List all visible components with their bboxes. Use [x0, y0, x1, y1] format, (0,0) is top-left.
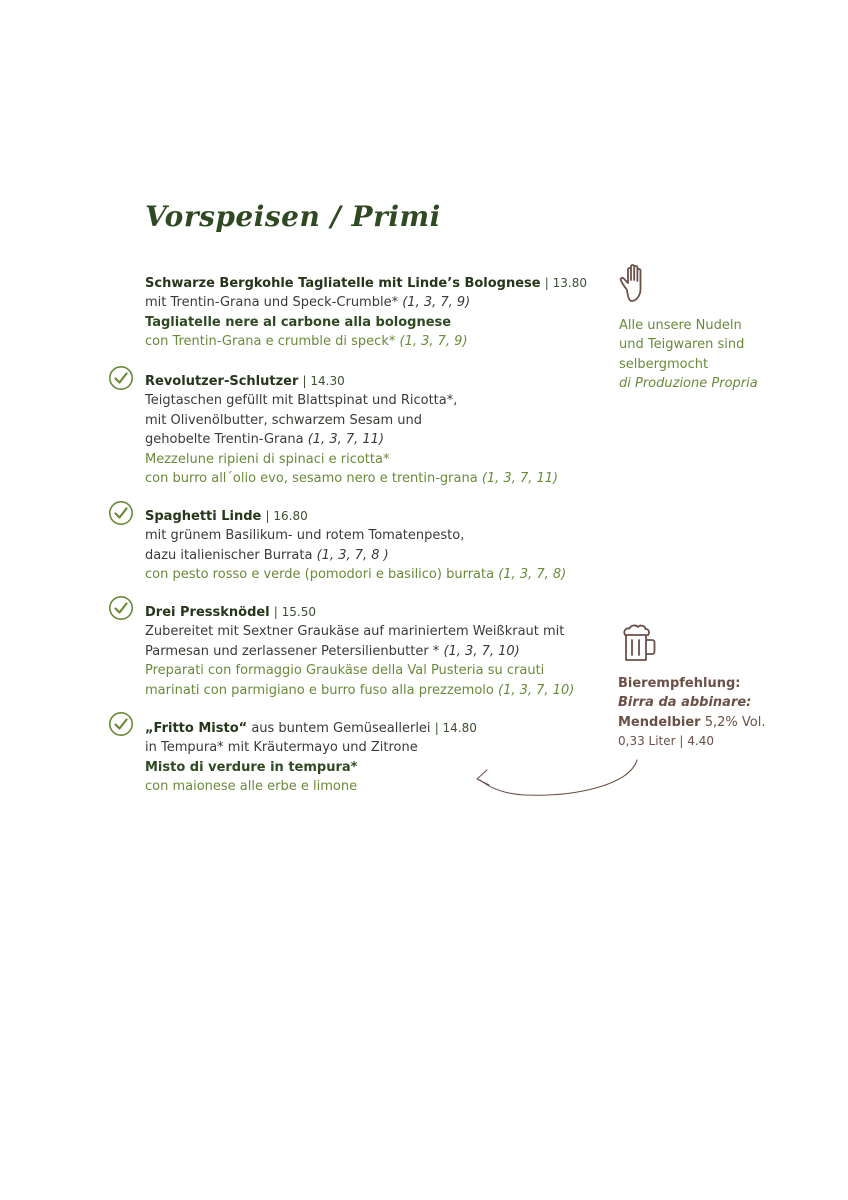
- dish-description-de: dazu italienischer Burrata: [145, 547, 313, 563]
- hand-icon: [618, 262, 658, 304]
- dish-name-it: Misto di verdure in tempura*: [145, 759, 358, 775]
- allergen-codes: (1, 3, 7, 8): [498, 567, 567, 583]
- vegetarian-check-icon: [108, 595, 134, 621]
- allergen-codes: (1, 3, 7, 10): [443, 643, 520, 659]
- dish-description-de: Zubereitet mit Sextner Graukäse auf mariniertem Weißkraut mit: [145, 624, 565, 640]
- dish-name-suffix: aus buntem Gemüseallerlei: [251, 721, 431, 736]
- beer-recommendation: Bierempfehlung: Birra da abbinare: Mendelbier 5,2% Vol. 0,33 Liter | 4.40: [618, 676, 766, 749]
- dish-description-de: mit Trentin-Grana und Speck-Crumble*: [145, 295, 399, 311]
- dish-description-it: con Trentin-Grana e crumble di speck*: [145, 334, 396, 350]
- dish-fritto-misto: „Fritto Misto“ aus buntem Gemüseallerlei | 14.80 in Tempura* mit Kräutermayo und Zitrone Misto di verdure in tempura* con maionese alle erbe e limone: [145, 719, 477, 797]
- dish-description-de: in Tempura* mit Kräutermayo und Zitrone: [145, 740, 418, 756]
- allergen-codes: (1, 3, 7, 8 ): [316, 547, 389, 563]
- allergen-codes: (1, 3, 7, 11): [481, 471, 559, 487]
- dish-description-de: Teigtaschen gefüllt mit Blattspinat und Ricotta*,: [145, 393, 458, 409]
- beer-label: Bierempfehlung:: [618, 676, 741, 691]
- dish-name: Spaghetti Linde: [145, 509, 262, 524]
- vegetarian-check-icon: [108, 711, 134, 737]
- dish-description-de: gehobelte Trentin-Grana: [145, 432, 304, 448]
- curved-arrow-icon: [465, 755, 645, 805]
- beer-name: Mendelbier: [618, 714, 701, 730]
- beer-label-it: Birra da abbinare:: [618, 695, 752, 711]
- dish-description-de: mit Olivenölbutter, schwarzem Sesam und: [145, 412, 422, 428]
- dish-description-it: con maionese alle erbe e limone: [145, 779, 358, 795]
- dish-price: 13.80: [552, 276, 587, 290]
- beer-price: 4.40: [687, 734, 714, 749]
- dish-tagliatelle: Schwarze Bergkohle Tagliatelle mit Linde’s Bolognese | 13.80 mit Trentin-Grana und Speck-Crumble* (1, 3, 7, 9) Tagliatelle nere al carbone alla bolognese con Trentin-Grana e crumble di speck* (1, 3, 7, 9): [145, 276, 587, 350]
- dish-description-de: mit grünem Basilikum- und rotem Tomatenpesto,: [145, 528, 465, 544]
- dish-description-it: con pesto rosso e verde (pomodori e basilico) burrata: [145, 567, 495, 583]
- beer-size: 0,33 Liter: [618, 734, 676, 749]
- dish-spaghetti-linde: Spaghetti Linde | 16.80 mit grünem Basilikum- und rotem Tomatenpesto, dazu italienischer Burrata (1, 3, 7, 8 ) con pesto rosso e verde (pomodori e basilico) burrata (1, 3, 7, 8): [145, 509, 567, 583]
- vegetarian-check-icon: [108, 500, 134, 526]
- allergen-codes: (1, 3, 7, 11): [307, 432, 385, 448]
- dish-description-it: marinati con parmigiano e burro fuso alla prezzemolo: [145, 682, 494, 698]
- dish-description-it: Mezzelune ripieni di spinaci e ricotta*: [145, 451, 390, 467]
- dish-name: Schwarze Bergkohle Tagliatelle mit Linde’s Bolognese: [145, 276, 541, 291]
- dish-schlutzer: Revolutzer-Schlutzer | 14.30 Teigtaschen gefüllt mit Blattspinat und Ricotta*, mit Olivenölbutter, schwarzem Sesam und gehobelte Trentin-Grana (1, 3, 7, 11) Mezzelune ripieni di spinaci e ricotta* con burro all´olio evo, sesamo nero e trentin-grana (1, 3, 7, 11): [145, 374, 559, 487]
- dish-name: Drei Pressknödel: [145, 605, 270, 620]
- dish-name: „Fritto Misto“: [145, 721, 248, 736]
- dish-description-it: Preparati con formaggio Graukäse della Val Pusteria su crauti: [145, 663, 545, 679]
- allergen-codes: (1, 3, 7, 10): [498, 682, 575, 698]
- dish-price: 14.30: [310, 374, 345, 388]
- beer-abv: 5,2% Vol.: [704, 714, 766, 730]
- dish-price: 16.80: [273, 509, 308, 523]
- beer-mug-icon: [617, 622, 659, 664]
- dish-name-it: Tagliatelle nere al carbone alla bolognese: [145, 314, 452, 330]
- dish-description-it: con burro all´olio evo, sesamo nero e trentin-grana: [145, 471, 478, 487]
- dish-name: Revolutzer-Schlutzer: [145, 374, 299, 389]
- dish-pressknoedel: Drei Pressknödel | 15.50 Zubereitet mit Sextner Graukäse auf mariniertem Weißkraut mit Parmesan und zerlassener Petersilienbutter * (1, 3, 7, 10) Preparati con formaggio Graukäse della Val Pusteria su crauti marinati con parmigiano e burro fuso alla prezzemolo (1, 3, 7, 10): [145, 605, 575, 698]
- dish-price: 15.50: [281, 605, 317, 619]
- homemade-note: Alle unsere Nudeln und Teigwaren sind selbergmocht di Produzione Propria: [619, 318, 758, 392]
- allergen-codes: (1, 3, 7, 9): [402, 295, 471, 311]
- dish-price: 14.80: [442, 721, 477, 735]
- vegetarian-check-icon: [108, 365, 134, 391]
- dish-description-de: Parmesan und zerlassener Petersilienbutter *: [145, 643, 440, 659]
- page-title: Vorspeisen / Primi: [145, 200, 441, 233]
- allergen-codes: (1, 3, 7, 9): [399, 334, 468, 350]
